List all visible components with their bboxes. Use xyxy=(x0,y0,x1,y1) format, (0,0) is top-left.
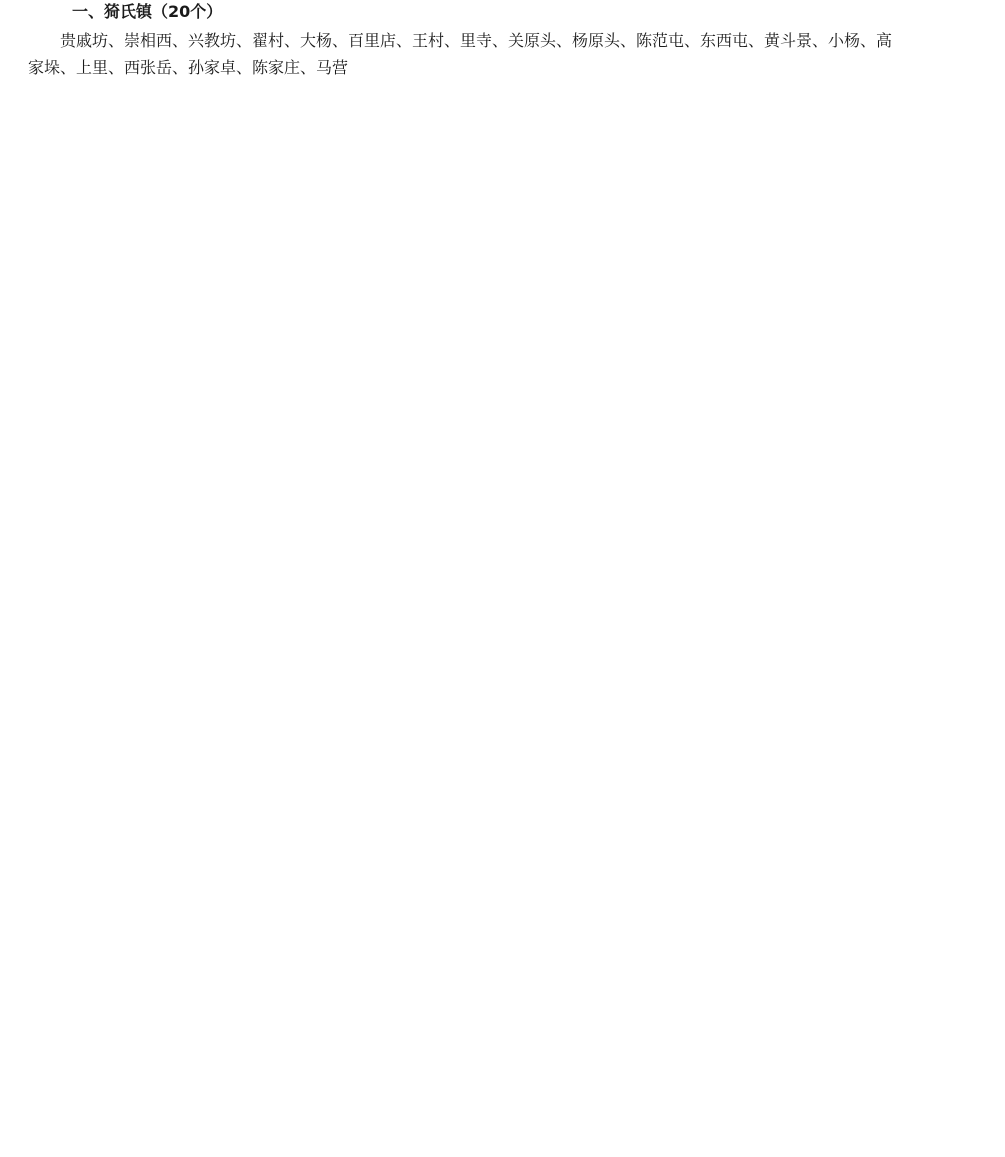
section-heading: 一、猗氏镇（20个） xyxy=(72,2,223,21)
village-list: 贵戚坊、崇相西、兴教坊、翟村、大杨、百里店、王村、里寺、关原头、杨原头、陈范屯、东西屯、黄斗景、小杨、高家垛、上里、西张岳、孙家卓、陈家庄、马营 xyxy=(28,31,893,77)
